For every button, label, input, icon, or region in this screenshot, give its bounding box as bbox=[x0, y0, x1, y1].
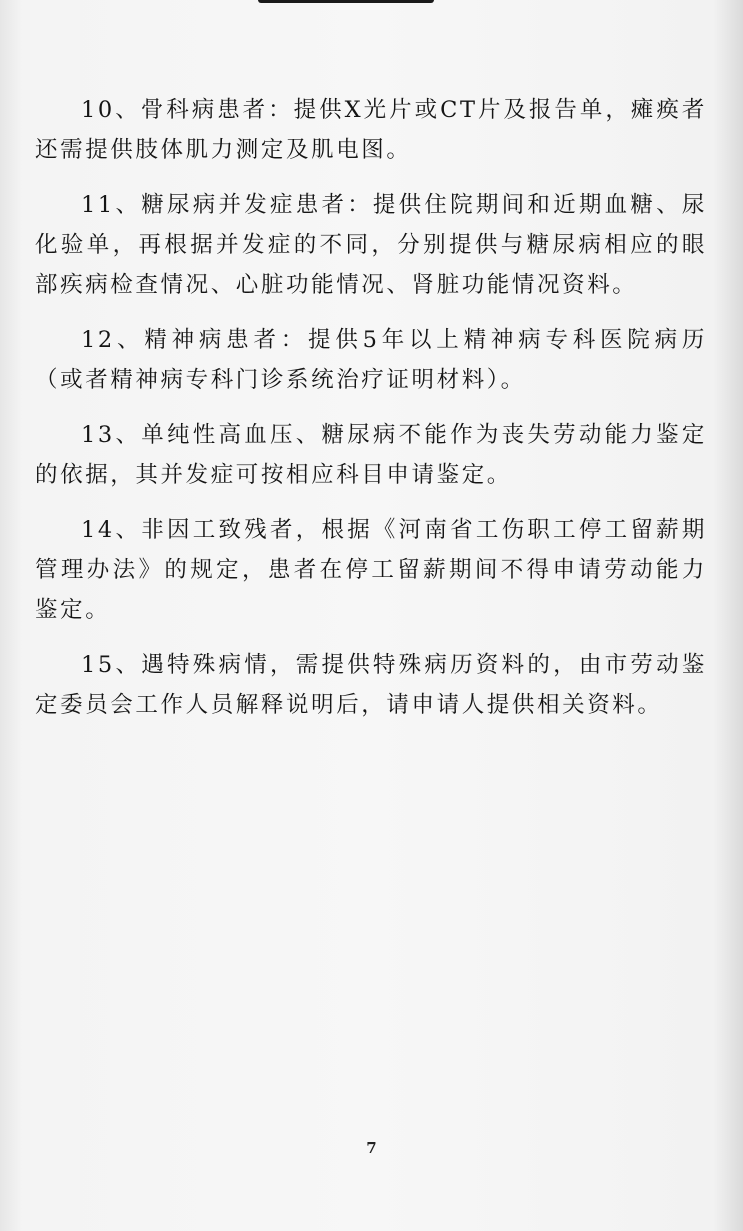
page-number: 7 bbox=[366, 1139, 377, 1157]
paragraph-10: 10、骨科病患者：提供X光片或CT片及报告单，瘫痪者还需提供肢体肌力测定及肌电图。 bbox=[35, 97, 707, 163]
binder-tab bbox=[258, 0, 434, 3]
paragraph-12: 12、精神病患者：提供5年以上精神病专科医院病历（或者精神病专科门诊系统治疗证明材料）。 bbox=[35, 327, 707, 393]
paragraph-11: 11、糖尿病并发症患者：提供住院期间和近期血糖、尿化验单，再根据并发症的不同，分别提供与糖尿病相应的眼部疾病检查情况、心脏功能情况、肾脏功能情况资料。 bbox=[35, 192, 707, 298]
document-body bbox=[35, 90, 707, 740]
paragraph-13: 13、单纯性高血压、糖尿病不能作为丧失劳动能力鉴定的依据，其并发症可按相应科目申请鉴定。 bbox=[35, 422, 707, 488]
paragraph-14: 14、非因工致残者，根据《河南省工伤职工停工留薪期管理办法》的规定，患者在停工留薪期间不得申请劳动能力鉴定。 bbox=[35, 517, 707, 623]
paragraph-15: 15、遇特殊病情，需提供特殊病历资料的，由市劳动鉴定委员会工作人员解释说明后，请申请人提供相关资料。 bbox=[35, 652, 707, 718]
